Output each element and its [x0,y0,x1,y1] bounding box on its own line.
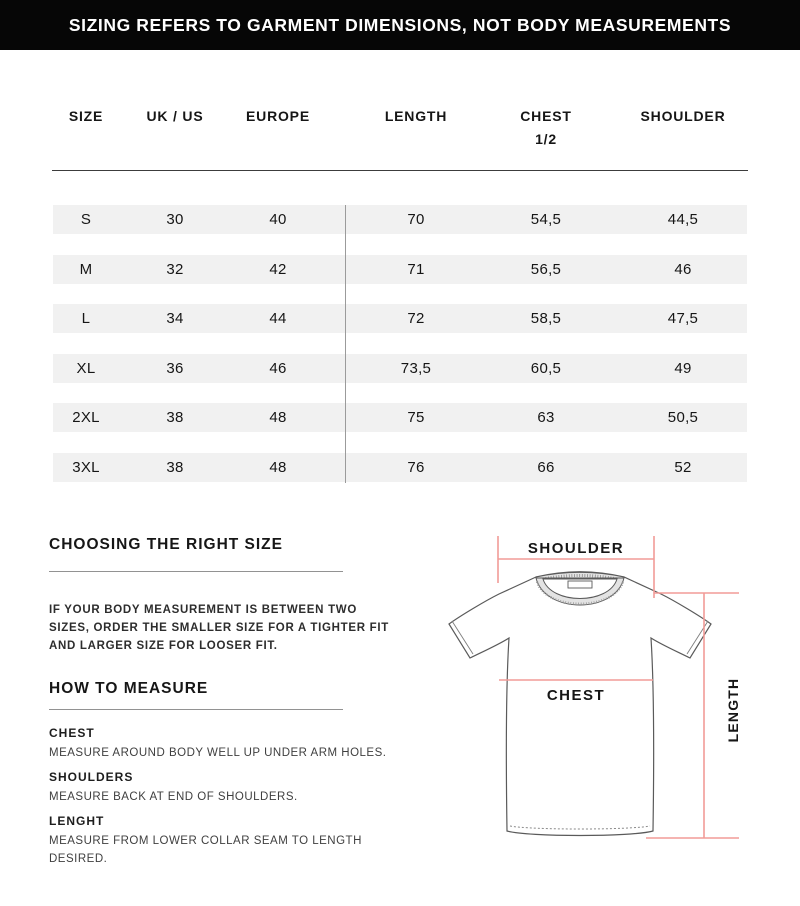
how-to-measure-title: HOW TO MEASURE [49,680,209,697]
table-cell: 48 [269,459,287,476]
table-cell: 44 [269,310,287,327]
table-cell: 49 [674,360,692,377]
table-cell: 50,5 [667,409,699,426]
table-cell: 38 [166,459,184,476]
choosing-size-body: IF YOUR BODY MEASUREMENT IS BETWEEN TWO SIZES, ORDER THE SMALLER SIZE FOR A TIGHTER FIT AND LARGER SIZE FOR LOOSER FIT. [49,603,389,652]
table-cell: XL [76,360,96,377]
table-cell: 47,5 [667,310,699,327]
size-table [0,50,800,500]
table-cell: 3XL [72,459,100,476]
table-cell: 73,5 [400,360,432,377]
table-cell: L [81,310,91,327]
collar-label-tag [568,581,592,588]
table-cell: 46 [674,261,692,278]
table-row [53,453,747,482]
column-header-uk-us: UK / US [146,108,204,124]
table-cell: S [80,211,92,228]
table-cell: 70 [407,211,425,228]
banner-text: SIZING REFERS TO GARMENT DIMENSIONS, NOT BODY MEASUREMENTS [68,14,732,35]
table-row [53,255,747,284]
chest-label: CHEST [546,687,606,704]
measure-item-desc: MEASURE FROM LOWER COLLAR SEAM TO LENGTH DESIRED. [49,835,362,865]
tshirt-diagram-svg [430,515,800,906]
column-header-length: LENGTH [384,108,448,124]
measure-item-label: LENGHT [49,814,105,828]
column-header-europe: EUROPE [246,108,310,124]
table-cell: 38 [166,409,184,426]
table-cell: 58,5 [530,310,562,327]
shoulder-label: SHOULDER [527,540,625,557]
table-cell: 52 [674,459,692,476]
table-vertical-divider [345,205,346,483]
table-cell: 42 [269,261,287,278]
table-cell: 75 [407,409,425,426]
column-header-chest-sub: 1/2 [535,131,557,147]
table-cell: 48 [269,409,287,426]
table-cell: 63 [537,409,555,426]
top-banner [0,0,800,50]
table-row [53,304,747,333]
choosing-size-title: CHOOSING THE RIGHT SIZE [49,536,283,553]
table-row [53,354,747,383]
table-cell: 54,5 [530,211,562,228]
table-cell: 71 [407,261,425,278]
section-divider-line [49,571,343,572]
table-cell: 32 [166,261,184,278]
header-divider-line [52,170,748,171]
table-cell: M [79,261,93,278]
table-cell: 60,5 [530,360,562,377]
column-header-chest: CHEST [520,108,572,124]
table-cell: 40 [269,211,287,228]
table-cell: 56,5 [530,261,562,278]
table-cell: 34 [166,310,184,327]
measure-item-desc: MEASURE BACK AT END OF SHOULDERS. [49,791,298,803]
measure-item-label: SHOULDERS [49,770,134,784]
measure-item-label: CHEST [49,726,95,740]
tshirt-measurement-diagram [430,515,800,906]
table-cell: 30 [166,211,184,228]
table-row [53,205,747,234]
column-header-size: SIZE [68,108,104,124]
table-cell: 72 [407,310,425,327]
table-cell: 46 [269,360,287,377]
table-cell: 36 [166,360,184,377]
table-cell: 66 [537,459,555,476]
table-cell: 76 [407,459,425,476]
table-cell: 44,5 [667,211,699,228]
length-label: LENGTH [725,677,741,743]
measure-item-desc: MEASURE AROUND BODY WELL UP UNDER ARM HOLES. [49,747,387,759]
column-header-shoulder: SHOULDER [640,108,726,124]
section-divider-line [49,709,343,710]
table-cell: 2XL [72,409,100,426]
table-row [53,403,747,432]
